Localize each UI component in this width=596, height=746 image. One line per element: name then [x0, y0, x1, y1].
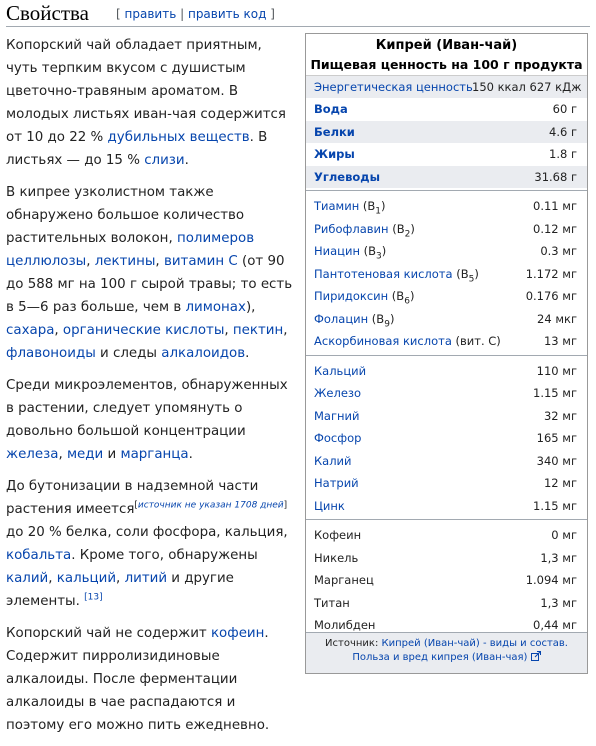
text: ), [245, 300, 256, 315]
mineral-label[interactable]: Натрий [314, 476, 359, 490]
vitamin-link[interactable]: Ниацин [314, 244, 360, 258]
note-bracket: ] [283, 500, 288, 511]
text: . [188, 447, 193, 462]
mineral-value: 12 мг [543, 476, 577, 490]
link-pectin[interactable]: пектин [232, 323, 284, 338]
other-value: 0 мг [551, 528, 577, 542]
source-prefix: Источник: [325, 638, 382, 649]
text: В кипрее узколистном также обнаружено большое количество растительных волокон, [6, 185, 245, 246]
vitamin-code: (B [368, 311, 385, 326]
mineral-row [306, 405, 587, 428]
link-lectins[interactable]: лектины [94, 254, 156, 269]
energy-row [306, 76, 587, 98]
vitamin-link[interactable]: Фолацин [314, 311, 369, 326]
vitamin-link[interactable]: Пиридоксин [314, 289, 389, 303]
infobox-subtitle: Пищевая ценность на 100 г продукта [306, 57, 587, 76]
vitamin-row [306, 218, 587, 241]
text: , [283, 323, 288, 338]
other-row [306, 524, 587, 547]
text: , [48, 571, 57, 586]
mineral-value: 1.15 мг [533, 498, 577, 513]
vitamin-code: ) [410, 221, 415, 236]
macro-row [306, 143, 587, 166]
paragraph-2 [6, 181, 296, 365]
macro-label[interactable]: Белки [314, 124, 355, 139]
text: Копорский чай не содержит [6, 626, 211, 641]
vitamin-value: 0.3 мг [540, 244, 577, 258]
paragraph-4 [6, 475, 296, 613]
paragraph-3 [6, 374, 296, 466]
text: и следы [95, 346, 162, 361]
mineral-row [306, 382, 587, 405]
other-label: Молибден [314, 618, 376, 632]
vitamin-row [306, 330, 587, 353]
infobox-source [306, 632, 587, 673]
vitamin-label [314, 218, 415, 241]
text: . В листьях — до 15 % [6, 130, 268, 168]
source-link-line2[interactable]: Польза и вред кипрея (Иван-чая) [352, 652, 528, 663]
vitamin-code: (B [452, 266, 469, 281]
mineral-label[interactable]: Цинк [314, 498, 345, 513]
vitamins-group [306, 190, 587, 353]
text: (от 90 до 588 мг на 100 г сырой травы; то есть в 5—6 раз больше, чем в [6, 254, 293, 315]
text: до 20 % белка, соли фосфора, кальция, [6, 525, 288, 540]
vitamin-row [306, 240, 587, 263]
vitamin-code: (вит. C) [451, 334, 501, 348]
mineral-label[interactable]: Железо [314, 386, 362, 400]
text: и другие элементы. [6, 571, 234, 609]
link-sugars[interactable]: сахара [6, 323, 55, 338]
vitamin-row [306, 195, 587, 218]
vitamin-code: (B [388, 221, 405, 236]
paragraph-1 [6, 34, 296, 172]
infobox-title: Кипрей (Иван-чай) [375, 38, 518, 53]
citation-needed-note[interactable] [134, 501, 287, 511]
other-row [306, 547, 587, 570]
link-mucus[interactable]: слизи [144, 153, 185, 168]
vitamin-value: 1.172 мг [525, 266, 577, 281]
text: До бутонизации в надземной части растения имеется [6, 479, 259, 517]
vitamin-label [314, 285, 414, 308]
link-calcium[interactable]: кальций [56, 571, 117, 586]
vitamin-label [314, 263, 479, 286]
edit-code-link[interactable]: править код [187, 7, 267, 21]
text: , [224, 323, 233, 338]
vitamin-value: 0.12 мг [533, 221, 577, 236]
energy-label[interactable]: Энергетическая ценность [314, 80, 473, 94]
minerals-group [306, 355, 587, 518]
text: Копорский чай обладает приятным, чуть терпким вкусом с душистым цветочно-травяным ароматом. В молодых листьях иван-чая содержится от 10 до 22 % [6, 38, 286, 145]
text: . Кроме того, обнаружены [71, 548, 258, 563]
text: , [86, 254, 95, 269]
link-vitamin-c[interactable]: витамин C [163, 254, 238, 269]
article-body [6, 34, 296, 746]
macro-row [306, 166, 587, 189]
mineral-value: 340 мг [536, 453, 577, 468]
other-row [306, 569, 587, 592]
mineral-row [306, 450, 587, 473]
mineral-value: 32 мг [543, 408, 577, 423]
vitamin-value: 0.11 мг [533, 199, 577, 213]
reference-13[interactable]: [13] [84, 592, 103, 603]
text: , [54, 323, 63, 338]
other-value: 0,44 мг [533, 618, 577, 632]
vitamin-link[interactable]: Тиамин [314, 199, 360, 213]
other-label: Титан [314, 595, 350, 610]
macro-value: 4.6 г [549, 124, 577, 139]
other-label: Кофеин [314, 528, 362, 542]
vitamin-sub: 6 [404, 296, 410, 307]
vitamin-label [314, 308, 394, 331]
macro-label[interactable]: Жиры [314, 147, 355, 161]
vitamin-code: ) [381, 244, 387, 258]
link-manganese[interactable]: марганца [120, 447, 189, 462]
vitamin-row [306, 263, 587, 286]
external-link-icon [531, 651, 541, 661]
section-title: Свойства [6, 1, 89, 25]
macro-value: 60 г [552, 102, 577, 116]
link-cellulose[interactable]: полимеров целлюлозы [6, 231, 255, 269]
vitamin-link[interactable]: Рибофлавин [314, 221, 389, 236]
mineral-label[interactable]: Калий [314, 453, 352, 468]
note-bracket: [ [134, 500, 138, 511]
text: , [116, 571, 125, 586]
text: , [58, 447, 67, 462]
vitamin-value: 24 мкг [537, 311, 577, 326]
text: Среди микроэлементов, обнаруженных в растении, следует упомянуть о довольно большой концентрации [6, 378, 288, 439]
link-lemons[interactable]: лимонах [185, 300, 246, 315]
vitamin-link[interactable]: Аскорбиновая кислота [314, 334, 452, 348]
vitamin-label [314, 240, 386, 263]
edit-bracket-open: [ [116, 7, 121, 21]
link-copper[interactable]: меди [66, 447, 104, 462]
paragraph-5 [6, 622, 296, 737]
link-tannins[interactable]: дубильных веществ [107, 130, 250, 145]
macro-value: 31.68 г [534, 169, 577, 184]
mineral-row [306, 427, 587, 450]
others-group [306, 519, 587, 637]
other-label: Никель [314, 550, 359, 565]
link-organic-acids[interactable]: органические кислоты [62, 323, 225, 338]
edit-separator: | [180, 7, 185, 21]
source-link-line1[interactable]: Кипрей (Иван-чай) - виды и состав. [381, 638, 568, 649]
mineral-value: 1.15 мг [533, 386, 577, 400]
macros-group [306, 98, 587, 188]
macro-value: 1.8 г [549, 147, 577, 161]
vitamin-sub: 9 [384, 318, 390, 329]
vitamin-code: (B [360, 244, 377, 258]
vitamin-code: ) [389, 311, 395, 326]
vitamin-label [314, 195, 386, 218]
mineral-value: 110 мг [536, 363, 577, 378]
text: . [245, 346, 250, 361]
link-caffeine[interactable]: кофеин [210, 626, 265, 641]
vitamin-code: ) [409, 289, 415, 303]
vitamin-sub: 1 [375, 206, 381, 217]
link-alkaloids[interactable]: алкалоидов [161, 346, 246, 361]
link-potassium[interactable]: калий [6, 571, 49, 586]
macro-row [306, 121, 587, 144]
vitamin-link[interactable]: Пантотеновая кислота [314, 266, 453, 281]
edit-bracket-close: ] [270, 7, 275, 21]
text: и [103, 447, 121, 462]
other-row [306, 592, 587, 615]
energy-value: 150 ккал 627 кДж [472, 80, 582, 94]
vitamin-code: ) [474, 266, 479, 281]
mineral-label[interactable]: Кальций [314, 363, 367, 378]
section-heading [6, 0, 590, 27]
macro-row [306, 98, 587, 121]
macro-label[interactable]: Углеводы [314, 169, 380, 184]
other-label: Марганец [314, 573, 374, 587]
other-value: 1,3 мг [540, 550, 577, 565]
link-lithium[interactable]: литий [124, 571, 168, 586]
macro-label[interactable]: Вода [314, 102, 348, 116]
link-flavonoids[interactable]: флавоноиды [6, 346, 96, 361]
vitamin-sub: 5 [468, 273, 475, 284]
mineral-label[interactable]: Фосфор [314, 431, 362, 445]
other-value: 1,3 мг [540, 595, 577, 610]
edit-section-links [116, 7, 275, 21]
mineral-row [306, 472, 587, 495]
mineral-value: 165 мг [536, 431, 577, 445]
mineral-label[interactable]: Магний [314, 408, 360, 423]
vitamin-row [306, 308, 587, 331]
mineral-row [306, 360, 587, 383]
citation-needed-text[interactable]: источник не указан 1708 дней [137, 500, 284, 511]
vitamin-sub: 3 [376, 251, 382, 262]
other-value: 1.094 мг [525, 573, 577, 587]
edit-link[interactable]: править [124, 7, 177, 21]
vitamin-row [306, 285, 587, 308]
text: . [184, 153, 189, 168]
link-iron[interactable]: железа [6, 447, 59, 462]
vitamin-code: (B [388, 289, 405, 303]
link-cobalt[interactable]: кобальта [6, 548, 72, 563]
vitamin-sub: 2 [404, 228, 411, 239]
vitamin-code: (B [359, 199, 376, 213]
vitamin-code: ) [381, 199, 386, 213]
mineral-row [306, 495, 587, 518]
vitamin-value: 0.176 мг [525, 289, 577, 303]
nutrition-infobox [305, 33, 588, 674]
text: , [155, 254, 164, 269]
text: . Содержит пирролизидиновые алкалоиды. После ферментации алкалоиды в чае распадаются и поэтому его можно пить ежедневно. [6, 626, 270, 733]
vitamin-value: 13 мг [543, 334, 577, 348]
vitamin-label [314, 330, 501, 353]
